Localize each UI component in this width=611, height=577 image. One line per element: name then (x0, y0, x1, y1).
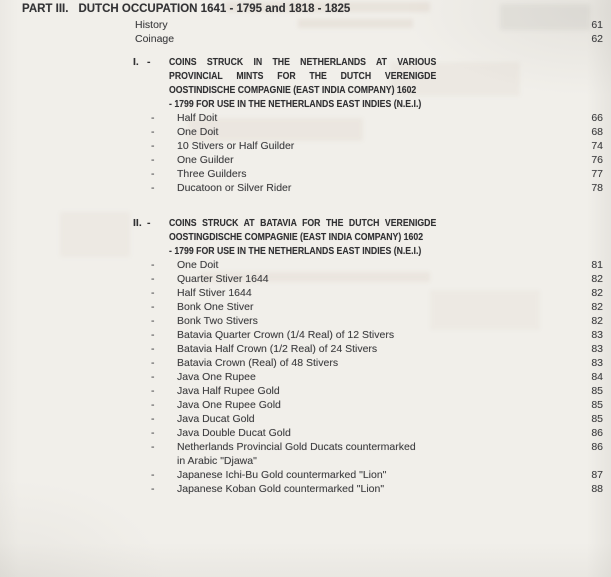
part-label: PART III. (22, 3, 69, 15)
section-heading-line: OOSTINDISCHE COMPAGNIE (EAST INDIA COMPANY) 1602 (169, 84, 417, 96)
item-label-line1: Batavia Half Crown (1/2 Real) of 24 Stivers (177, 343, 378, 355)
section-heading-line: COINS STRUCK IN THE NETHERLANDS AT VARIOUS (169, 56, 437, 68)
item-page-number: 77 (591, 168, 603, 180)
item-page-number: 68 (591, 126, 603, 138)
part-heading (22, 2, 350, 16)
section-heading-text (169, 216, 436, 258)
item-dash-marker: - (151, 287, 155, 299)
item-label (177, 167, 603, 181)
toc-item-row (0, 314, 611, 328)
item-dash-marker: - (151, 343, 155, 355)
toc-item-row (0, 300, 611, 314)
item-page-number: 81 (591, 259, 603, 271)
item-label (177, 440, 603, 468)
section-heading-text (169, 55, 436, 111)
item-label-line1: Java One Rupee (177, 371, 256, 383)
dash-marker: - (147, 56, 151, 68)
item-page-number: 88 (591, 483, 603, 495)
section-ii (0, 216, 611, 496)
item-label-line1: Bonk One Stiver (177, 301, 254, 313)
item-page-number: 83 (591, 357, 603, 369)
section-numeral: II. (133, 217, 142, 229)
item-label-line1: Batavia Quarter Crown (1/4 Real) of 12 Stivers (177, 329, 395, 341)
item-label (177, 111, 603, 125)
item-label (177, 468, 603, 482)
item-label-line1: Half Stiver 1644 (177, 287, 252, 299)
toc-item-row (0, 398, 611, 412)
item-dash-marker: - (151, 399, 155, 411)
item-page-number: 82 (591, 301, 603, 313)
section-heading-line: COINS STRUCK AT BATAVIA FOR THE DUTCH VERENIGDE (169, 217, 437, 229)
section-numeral: I. (133, 56, 139, 68)
item-label (177, 426, 603, 440)
item-dash-marker: - (151, 182, 155, 194)
item-dash-marker: - (151, 273, 155, 285)
toc-item-row (0, 139, 611, 153)
toc-item-row (0, 125, 611, 139)
item-page-number: 87 (591, 469, 603, 481)
item-dash-marker: - (151, 413, 155, 425)
item-page-number: 85 (591, 399, 603, 411)
item-dash-marker: - (151, 371, 155, 383)
item-dash-marker: - (151, 329, 155, 341)
toc-item-row (0, 111, 611, 125)
item-label (177, 153, 603, 167)
item-dash-marker: - (151, 140, 155, 152)
toc-item-row (0, 440, 611, 468)
item-label-line1: Bonk Two Stivers (177, 315, 258, 327)
item-dash-marker: - (151, 168, 155, 180)
item-label (177, 384, 603, 398)
item-dash-marker: - (151, 259, 155, 271)
intro-list (0, 18, 611, 46)
item-label-line1: Half Doit (177, 112, 218, 124)
item-label-line1: Java One Rupee Gold (177, 399, 281, 411)
item-page-number: 86 (591, 427, 603, 439)
item-label (177, 412, 603, 426)
section-i-heading (0, 55, 611, 111)
item-label (177, 258, 603, 272)
item-page-number: 85 (591, 413, 603, 425)
toc-item-row (0, 286, 611, 300)
item-page-number: 83 (591, 343, 603, 355)
toc-item-row (0, 426, 611, 440)
item-label (177, 398, 603, 412)
item-dash-marker: - (151, 385, 155, 397)
toc-item-row (0, 181, 611, 195)
item-label (177, 272, 603, 286)
item-page-number: 82 (591, 287, 603, 299)
item-label-line1: Java Ducat Gold (177, 413, 255, 425)
item-label (177, 342, 603, 356)
toc-entry-row (0, 32, 611, 46)
toc-item-row (0, 468, 611, 482)
entry-label: History (135, 19, 168, 31)
section-i (0, 55, 611, 195)
section-items (0, 111, 611, 195)
section-heading-line: - 1799 FOR USE IN THE NETHERLANDS EAST INDIES (N.E.I.) (169, 245, 422, 257)
item-label (177, 328, 603, 342)
item-label-line1: One Doit (177, 126, 219, 138)
toc-item-row (0, 412, 611, 426)
item-dash-marker: - (151, 126, 155, 138)
section-heading-line: PROVINCIAL MINTS FOR THE DUTCH VERENIGDE (169, 70, 437, 82)
item-dash-marker: - (151, 441, 155, 453)
item-label (177, 286, 603, 300)
item-label (177, 300, 603, 314)
toc-item-row (0, 342, 611, 356)
section-items (0, 258, 611, 496)
item-dash-marker: - (151, 154, 155, 166)
toc-item-row (0, 328, 611, 342)
item-label-line1: Batavia Crown (Real) of 48 Stivers (177, 357, 339, 369)
item-label (177, 139, 603, 153)
item-dash-marker: - (151, 483, 155, 495)
toc-item-row (0, 370, 611, 384)
item-label-line1: One Guilder (177, 154, 234, 166)
entry-page-number: 61 (591, 19, 603, 31)
toc-item-row (0, 356, 611, 370)
item-label (177, 125, 603, 139)
item-label-continuation: in Arabic "Djawa" (177, 455, 257, 467)
item-label (177, 482, 603, 496)
item-label (177, 181, 603, 195)
toc-entry-row (0, 18, 611, 32)
item-label-line1: Japanese Koban Gold countermarked "Lion" (177, 483, 385, 495)
item-label (177, 356, 603, 370)
item-label-line1: Java Double Ducat Gold (177, 427, 291, 439)
item-dash-marker: - (151, 315, 155, 327)
item-dash-marker: - (151, 469, 155, 481)
dash-marker: - (147, 217, 151, 229)
item-page-number: 66 (591, 112, 603, 124)
item-page-number: 78 (591, 182, 603, 194)
toc-item-row (0, 167, 611, 181)
entry-label: Coinage (135, 33, 175, 45)
item-label-line1: Quarter Stiver 1644 (177, 273, 269, 285)
item-page-number: 83 (591, 329, 603, 341)
item-dash-marker: - (151, 112, 155, 124)
entry-page-number: 62 (591, 33, 603, 45)
item-label-line1: Netherlands Provincial Gold Ducats countermarked (177, 441, 416, 453)
item-page-number: 86 (591, 441, 603, 453)
item-label-line1: Ducatoon or Silver Rider (177, 182, 292, 194)
item-page-number: 74 (591, 140, 603, 152)
item-page-number: 85 (591, 385, 603, 397)
item-label-line1: One Doit (177, 259, 219, 271)
item-label-line1: Japanese Ichi-Bu Gold countermarked "Lion" (177, 469, 387, 481)
item-page-number: 82 (591, 273, 603, 285)
toc-item-row (0, 258, 611, 272)
section-heading-line: OOSTINGDISCHE COMPAGNIE (EAST INDIA COMPANY) 1602 (169, 231, 424, 243)
item-dash-marker: - (151, 427, 155, 439)
toc-item-row (0, 153, 611, 167)
toc-item-row (0, 482, 611, 496)
toc-item-row (0, 384, 611, 398)
item-page-number: 82 (591, 315, 603, 327)
item-page-number: 84 (591, 371, 603, 383)
item-label (177, 370, 603, 384)
section-heading-line: - 1799 FOR USE IN THE NETHERLANDS EAST INDIES (N.E.I.) (169, 98, 422, 110)
item-page-number: 76 (591, 154, 603, 166)
item-label-line1: 10 Stivers or Half Guilder (177, 140, 295, 152)
toc-item-row (0, 272, 611, 286)
item-dash-marker: - (151, 301, 155, 313)
section-ii-heading (0, 216, 611, 258)
item-label (177, 314, 603, 328)
item-label-line1: Three Guilders (177, 168, 247, 180)
item-label-line1: Java Half Rupee Gold (177, 385, 280, 397)
item-dash-marker: - (151, 357, 155, 369)
part-title: DUTCH OCCUPATION 1641 - 1795 and 1818 - 1825 (78, 3, 351, 15)
